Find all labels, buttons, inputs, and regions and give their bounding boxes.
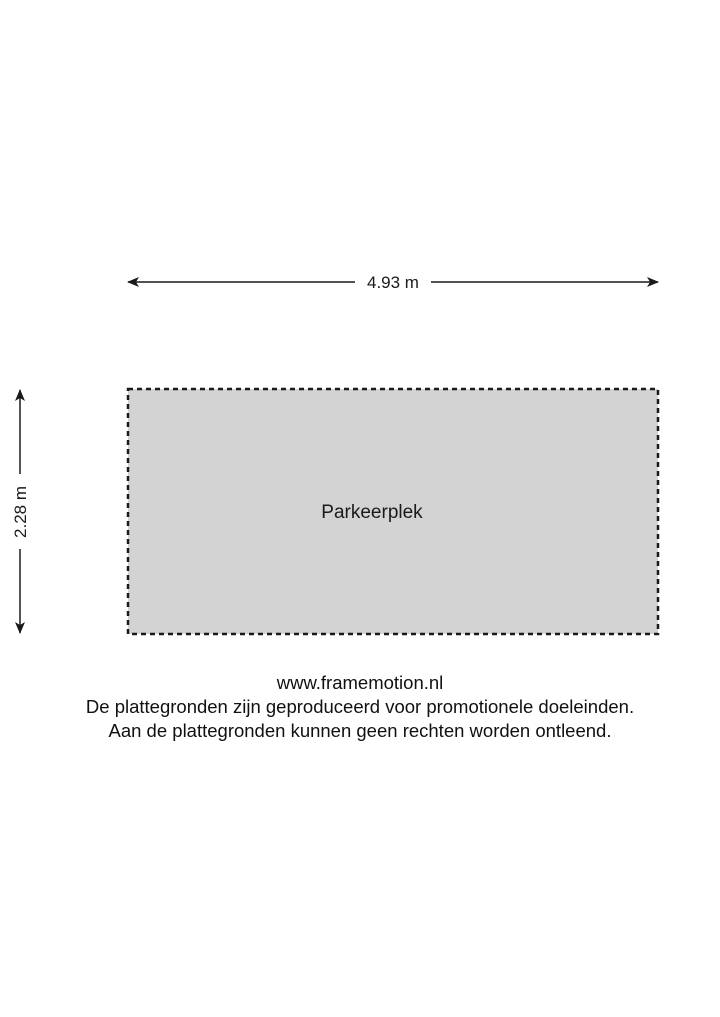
- parking-space-label: Parkeerplek: [321, 502, 423, 523]
- width-dimension: [128, 273, 658, 292]
- disclaimer-line-1: De plattegronden zijn geproduceerd voor promotionele doeleinden.: [85, 696, 635, 717]
- depth-dimension: [11, 390, 30, 633]
- website-link[interactable]: www.framemotion.nl: [276, 672, 444, 693]
- disclaimer-line-2: Aan de plattegronden kunnen geen rechten worden ontleend.: [108, 720, 612, 741]
- width-dimension-label: 4.93 m: [367, 273, 419, 292]
- parking-space: [128, 389, 658, 634]
- depth-dimension-label: 2.28 m: [11, 486, 30, 538]
- footer: [0, 671, 720, 743]
